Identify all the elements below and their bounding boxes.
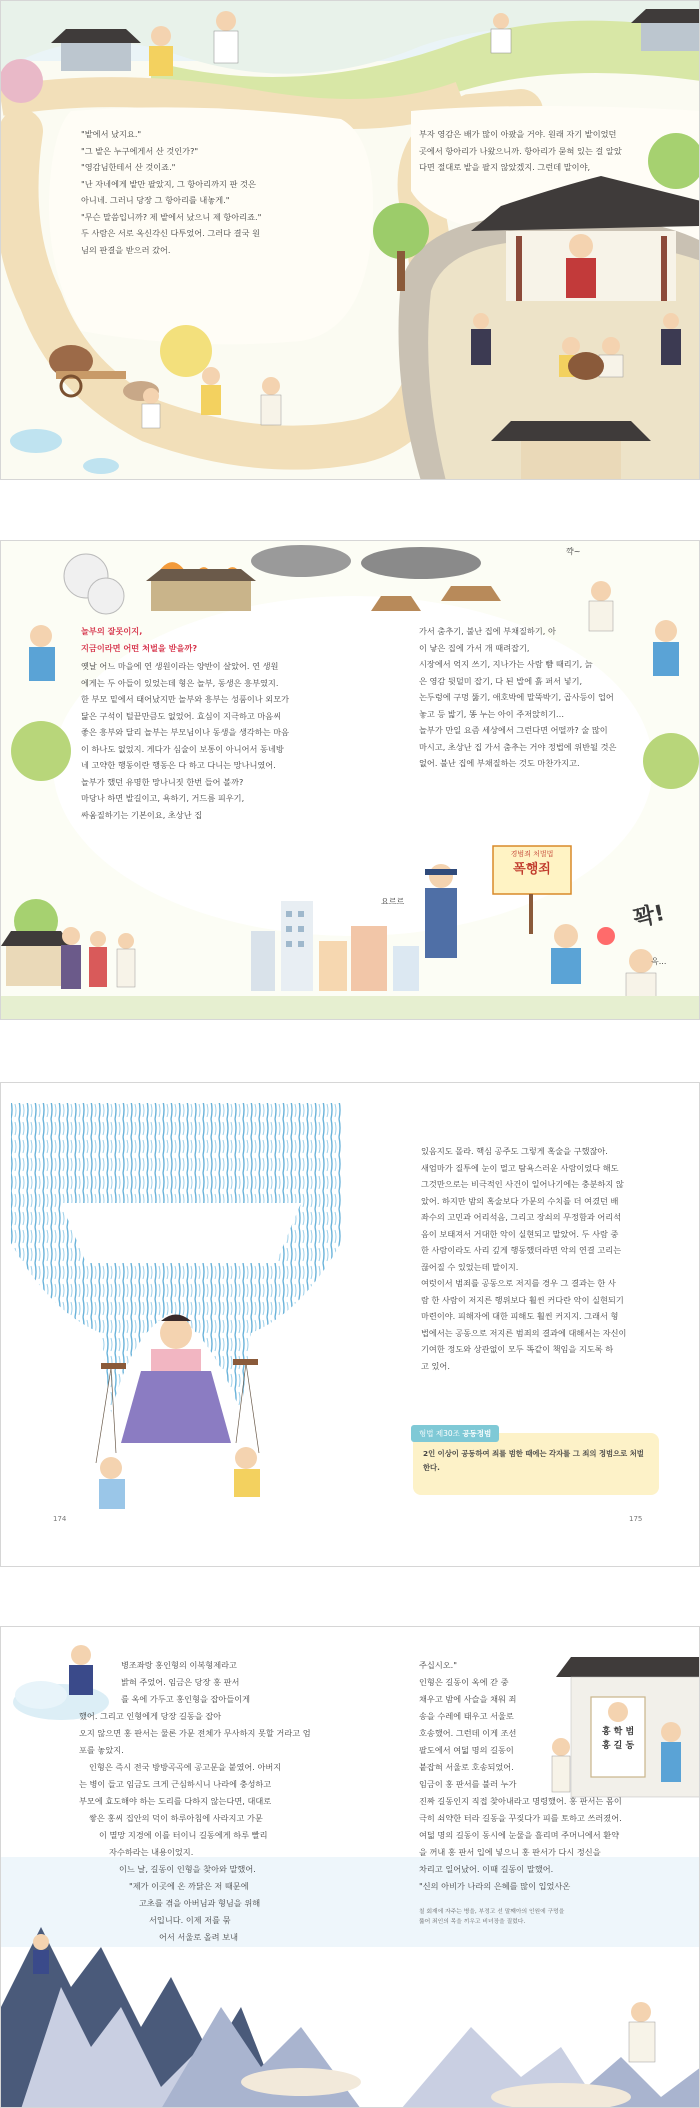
text-line: 팔도에서 여덟 명의 길동이 [419, 1745, 514, 1755]
sign-line: 폭행죄 [513, 862, 551, 877]
text-line: 포를 놓았지. [79, 1745, 124, 1755]
text-line: 아니네. 그러니 당장 그 항아리를 내놓게." [81, 195, 230, 205]
sfx-text: 윽... [651, 957, 667, 966]
spread1-right-text [419, 126, 622, 176]
text-line: 마련이야. 피해자에 대한 피해도 훨씬 커지지. 그래서 형 [421, 1311, 619, 1321]
text-line: 닮은 구석이 털끝만큼도 없었어. 효심이 지극하고 마음씨 [81, 710, 282, 721]
page-spread-2 [0, 540, 700, 1020]
law-sign [493, 848, 571, 880]
text-line: 은 영감 뒷덜미 잡기, 다 된 밥에 흙 퍼서 넣기, [419, 675, 583, 686]
text-line: 했어. 그리고 인형에게 당장 길동을 잡아 [79, 1711, 222, 1721]
text-line: 를 옥에 가두고 홍인형을 잡아들이게 [121, 1694, 251, 1704]
text-line: "그 밭은 누구에게서 산 것인가?" [81, 145, 199, 156]
text-line: 놓고 등 밟기, 똥 누는 아이 주저앉히기… [419, 708, 565, 719]
text-line: 없어. 불난 집에 부채질하는 것도 마찬가지고. [419, 758, 580, 768]
text-line: 진짜 길동인지 직접 찾아내라고 명령했어. 홍 판서는 몸이 [419, 1796, 622, 1806]
text-line: "제가 이곳에 온 까닭은 저 때문에 [129, 1881, 249, 1891]
text-line: 이 멸망 지경에 이를 터이니 길동에게 하루 빨리 [99, 1830, 268, 1840]
text-line: 임금이 홍 판서를 불러 누가 [419, 1779, 517, 1789]
text-line: 부모에 효도해야 하는 도리를 다하지 않는다면, 대대로 [79, 1796, 272, 1806]
text-line: "영감님한테서 산 것이죠." [81, 162, 176, 172]
banner-line: 홍 학 범 [601, 1727, 635, 1737]
page-spread-1 [0, 0, 700, 480]
text-line: 인형은 길동이 옥에 갇 중 [419, 1677, 509, 1687]
spread3-illustration [1, 1083, 351, 1567]
law-tag [411, 1425, 499, 1442]
text-line: 싸움질하기는 기본이요, 초상난 집 [81, 809, 203, 820]
spread2-left-text [81, 658, 289, 823]
law-text [423, 1447, 644, 1475]
text-line: 음이 보태져서 거대한 악이 실현되고 말았어. 두 사람 중 [421, 1228, 619, 1239]
text-line: 부자 영감은 배가 많이 아팠을 거야. 원래 자기 밭이었던 [419, 129, 617, 139]
text-line: 주십시오." [419, 1660, 458, 1670]
text-line: 이 낳은 집에 가서 개 때려잡기, [419, 642, 530, 653]
text-line: 자수하라는 내용이었지. [109, 1847, 194, 1857]
wanted-banner [593, 1725, 643, 1753]
text-line: 가서 춤추기, 불난 집에 부채질하기, 아 [419, 626, 556, 636]
text-line: 마시고, 초상난 집 가서 춤추는 거야 정법에 위반될 것은 [419, 741, 617, 752]
text-line: 인형은 즉시 전국 방방곡곡에 공고문을 붙였어. 아버지 [89, 1762, 282, 1772]
text-line: 을 꺼내 홍 판서 입에 넣으니 홍 판서가 다시 정신을 [419, 1847, 601, 1857]
page-spread-4 [0, 1626, 700, 2108]
text-line: 놀부가 했던 유명한 망나니짓 한번 들어 볼까? [81, 776, 244, 787]
text-line: 송을 수레에 태우고 서울로 [419, 1711, 514, 1721]
text-line: 시장에서 억지 쓰기, 지나가는 사람 뺨 때리기, 늙 [419, 659, 593, 669]
page-number-left: 174 [53, 1515, 67, 1523]
text-line: 마당나 하면 발길이고, 욕하기, 거드름 피우기, [81, 793, 245, 803]
text-line: 는 병이 들고 임금도 크게 근심하시니 나라에 충성하고 [79, 1779, 272, 1789]
text-line: 두 사람은 서로 옥신각신 다투었어. 그러다 결국 원 [81, 228, 261, 238]
spread2-question [81, 623, 197, 656]
question-line: 지금이라면 어떤 처벌을 받을까? [81, 642, 198, 653]
text-line: 님의 판결을 받으러 갔어. [81, 244, 171, 255]
text-line: 에게는 두 아들이 있었는데 형은 놀부, 동생은 흥부였지. [81, 677, 279, 688]
footnote-line: 뚫어 죄인의 목을 끼우고 비녀장을 질렀다. [419, 1919, 526, 1925]
text-line: 극히 쇠약한 터라 길동을 꾸짖다가 피를 토하고 쓰러졌어. [419, 1813, 622, 1823]
text-line: 한 사람이라도 사리 깊게 행동했더라면 악의 연결 고리는 [421, 1245, 622, 1255]
text-line: 다면 절대로 밭을 팔지 않았겠지. 그런데 말이야, [419, 162, 591, 172]
spread4-right-text [419, 1657, 622, 1895]
text-line: 았어. 하지만 밤의 혹술보다 가문의 수치를 더 여겼던 배 [421, 1195, 619, 1206]
text-line: 끊어질 수 있었는데 말이지. [421, 1261, 519, 1272]
text-line: 곳에서 항아리가 나왔으니까. 항아리가 묻혀 있는 걸 알았 [419, 145, 622, 156]
text-line: 좌수의 고민과 어리석음, 그리고 장쇠의 무정함과 어리석 [421, 1212, 622, 1222]
text-line: 오지 않으면 홍 판서는 물론 가문 전체가 무사하지 못할 거라고 엄 [79, 1728, 311, 1738]
text-line: 밝혀 주었어. 임금은 당장 홍 판서 [121, 1677, 240, 1687]
footnote [419, 1907, 564, 1927]
text-line: 한 부모 밑에서 태어났지만 놀부와 흥부는 성품이나 외모가 [81, 694, 290, 704]
law-tag-title: 공동정범 [462, 1429, 492, 1438]
text-line: 그것만으로는 비극적인 사건이 일어나기에는 충분하지 않 [421, 1179, 624, 1189]
text-line: 2인 이상이 공동하여 죄를 범한 때에는 각자를 그 죄의 정범으로 처벌 [423, 1449, 644, 1458]
text-line: 이 하나도 없었지. 게다가 심술이 보통이 아니어서 동네방 [81, 743, 284, 754]
spread1-left-text [81, 126, 261, 258]
text-line: 법에서는 공동으로 저지른 범죄의 결과에 대해서는 자신이 [421, 1327, 627, 1338]
text-line: 있음지도 몰라. 핵심 공주도 그렇게 혹술을 구했잖아. [421, 1146, 608, 1156]
text-line: 채우고 밤에 사슬을 채워 죄 [419, 1694, 517, 1704]
text-line: 새엄마가 질투에 눈이 멀고 탐욕스러운 사람이었다 해도 [421, 1162, 619, 1173]
text-line: 차리고 일어났어. 이때 길동이 말했어. [419, 1864, 554, 1874]
text-line: 고 있어. [421, 1360, 450, 1371]
text-line: "신의 아비가 나라의 은혜를 많이 입었사온 [419, 1881, 571, 1891]
text-line: 좋은 흥부와 달리 놀부는 부모님이나 동생을 생각하는 마음 [81, 727, 290, 737]
text-line: 기여한 정도와 상관없이 모두 똑같이 책임을 지도록 하 [421, 1344, 614, 1354]
text-line: 어서 서울로 올려 보내 [159, 1932, 238, 1942]
text-line: 람 한 사람이 저지른 행위보다 훨씬 커다란 악이 실현되기 [421, 1294, 624, 1305]
text-line: 서입니다. 이제 저를 묶 [149, 1915, 231, 1925]
text-line: 네 고약한 행동이란 행동은 다 하고 다니는 망나니였어. [81, 760, 276, 770]
question-line: 놀부의 잘못이지, [81, 626, 143, 636]
law-tag-prefix: 형법 제30조 [419, 1429, 460, 1438]
page-number-right: 175 [629, 1515, 643, 1523]
sign-line: 경범죄 처벌법 [510, 850, 554, 858]
sfx-text: 꽉! [631, 900, 667, 932]
text-line: 여럿이서 범죄를 공동으로 저지를 경우 그 결과는 한 사 [421, 1278, 616, 1288]
text-line: 여덟 명의 길동이 동시에 눈물을 흘리며 주머니에서 환약 [419, 1830, 620, 1840]
spread3-right-text [421, 1143, 626, 1374]
spread4-left-text [79, 1657, 311, 1946]
text-line: 붙잡혀 서울로 호송되었어. [419, 1762, 514, 1772]
text-line: 고초를 겪을 아버님과 형님을 위해 [139, 1898, 261, 1908]
spread2-right-text [419, 623, 616, 772]
text-line: 한다. [423, 1463, 440, 1472]
text-line: 병조좌랑 홍인형의 이복형제라고 [121, 1660, 237, 1670]
sfx-text: 요르르 [381, 897, 405, 906]
footnote-line: 칠 회재에 자주는 병을, 부정고 선 말째아의 인원에 구멍을 [419, 1909, 565, 1915]
text-line: 쌓은 홍씨 집안의 덕이 하루아침에 사라지고 가문 [89, 1813, 263, 1823]
text-line: 옛날 어느 마을에 연 생원이라는 양반이 살았어. 연 생원 [81, 661, 279, 671]
text-line: 이느 날, 길동이 인형을 찾아와 말했어. [119, 1864, 256, 1874]
text-line: 호송했어. 그런데 이게 조선 [419, 1728, 517, 1738]
law-box [413, 1429, 659, 1495]
text-line: "밭에서 났지요." [81, 129, 142, 139]
text-line: 놀부가 만일 요즘 세상에서 그런다면 어떨까? 술 많이 [419, 725, 608, 735]
text-line: "난 자네에게 밭만 팔았지, 그 항아리까지 판 것은 [81, 178, 256, 189]
sfx-text: 꺅~ [566, 547, 581, 556]
text-line: "무슨 말씀입니까? 제 밭에서 났으니 제 항아리죠." [81, 211, 262, 222]
banner-line: 홍 길 동 [601, 1741, 635, 1751]
text-line: 논두렁에 구멍 뚫기, 애호박에 말뚝박기, 곱사등이 업어 [419, 692, 614, 702]
page-spread-3 [0, 1082, 700, 1567]
